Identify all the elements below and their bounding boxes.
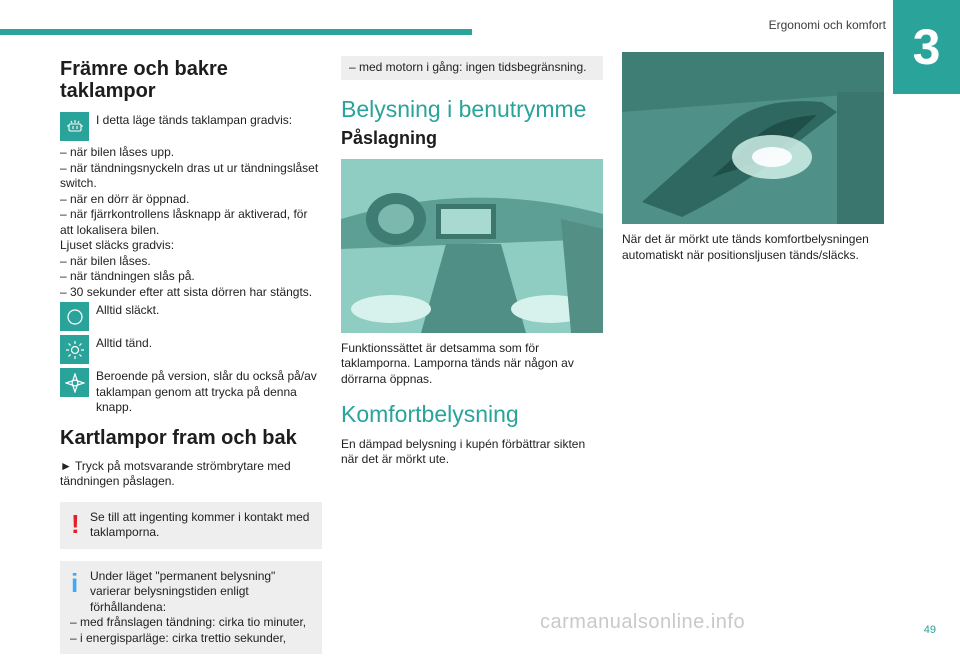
continued-note-text: – med motorn i gång: ingen tidsbegränsning. — [349, 60, 587, 74]
text-line: – när en dörr är öppnad. — [60, 191, 190, 206]
text-line: – 30 sekunder efter att sista dörren har stängts. — [60, 284, 313, 299]
heading-map-lamps: Kartlampor fram och bak — [60, 426, 297, 449]
text-line: – när tändningsnyckeln dras ut ur tändningslåset switch. — [60, 160, 319, 190]
warning-icon: ! — [71, 508, 80, 539]
text-line: – när fjärrkontrollens låsknapp är aktiverad, för att lokalisera bilen. — [60, 207, 308, 237]
heading-footwell-lighting: Belysning i benutrymme — [341, 95, 587, 122]
text-line: Ljuset släcks gradvis: — [60, 238, 175, 252]
header-accent-bar — [0, 29, 472, 35]
column-middle — [341, 56, 603, 468]
warning-note — [60, 502, 322, 549]
text-line: – när bilen låses upp. — [60, 145, 175, 159]
dimming-lamp-icon — [60, 112, 89, 141]
text-line: – när bilen låses. — [60, 253, 151, 268]
info-text: Under läget "permanent belysning" varierar belysningstiden enligt förhållandena: — [90, 568, 276, 614]
section-title: Ergonomi och komfort — [768, 18, 886, 32]
mode-on-row — [60, 335, 322, 364]
info-line: – med frånslagen tändning: cirka tio minuter, — [70, 615, 307, 629]
heading-ceiling-lamps: Främre och bakre taklampor — [60, 58, 228, 102]
info-line: – i energisparläge: cirka trettio sekunder, — [70, 630, 287, 645]
mode-dimming-row — [60, 112, 322, 141]
lamp-door-icon — [60, 368, 89, 397]
info-icon: i — [71, 567, 79, 598]
heading-comfort-lighting: Komfortbelysning — [341, 401, 519, 427]
heading-switching-on: Påslagning — [341, 128, 438, 148]
chapter-number-tab: 3 — [893, 0, 960, 94]
continued-note — [341, 56, 603, 80]
lamp-off-icon — [60, 302, 89, 331]
footwell-lighting-photo — [341, 159, 603, 333]
watermark: carmanualsonline.info — [540, 611, 746, 633]
door-handle-light-photo — [622, 52, 884, 224]
comfort-lighting-caption: När det är mörkt ute tänds komfortbelysningen automatiskt när positionsljusen tänds/släcks. — [622, 232, 869, 262]
instruction-text: ► Tryck på motsvarande strömbrytare med tändningen påslagen. — [60, 458, 291, 488]
lamp-on-icon — [60, 335, 89, 364]
footwell-caption: Funktionssättet är detsamma som för taklamporna. Lamporna tänds när någon av dörrarna öppnas. — [341, 340, 574, 386]
comfort-lighting-text: En dämpad belysning i kupén förbättrar sikten när det är mörkt ute. — [341, 436, 586, 466]
column-left — [60, 58, 322, 666]
column-right — [622, 52, 884, 263]
mode-off-text: Alltid släckt. — [96, 303, 160, 317]
mode-door-row — [60, 368, 322, 414]
warning-text: Se till att ingenting kommer i kontakt med taklamporna. — [90, 509, 310, 539]
mode-on-text: Alltid tänd. — [96, 336, 153, 350]
mode-off-row — [60, 302, 322, 331]
text-line: – när tändningen slås på. — [60, 269, 195, 283]
mode-dimming-text: I detta läge tänds taklampan gradvis: — [96, 113, 293, 127]
mode-door-text: Beroende på version, slår du också på/av taklampan genom att trycka på denna knapp. — [96, 369, 317, 414]
page-number: 49 — [923, 624, 936, 636]
